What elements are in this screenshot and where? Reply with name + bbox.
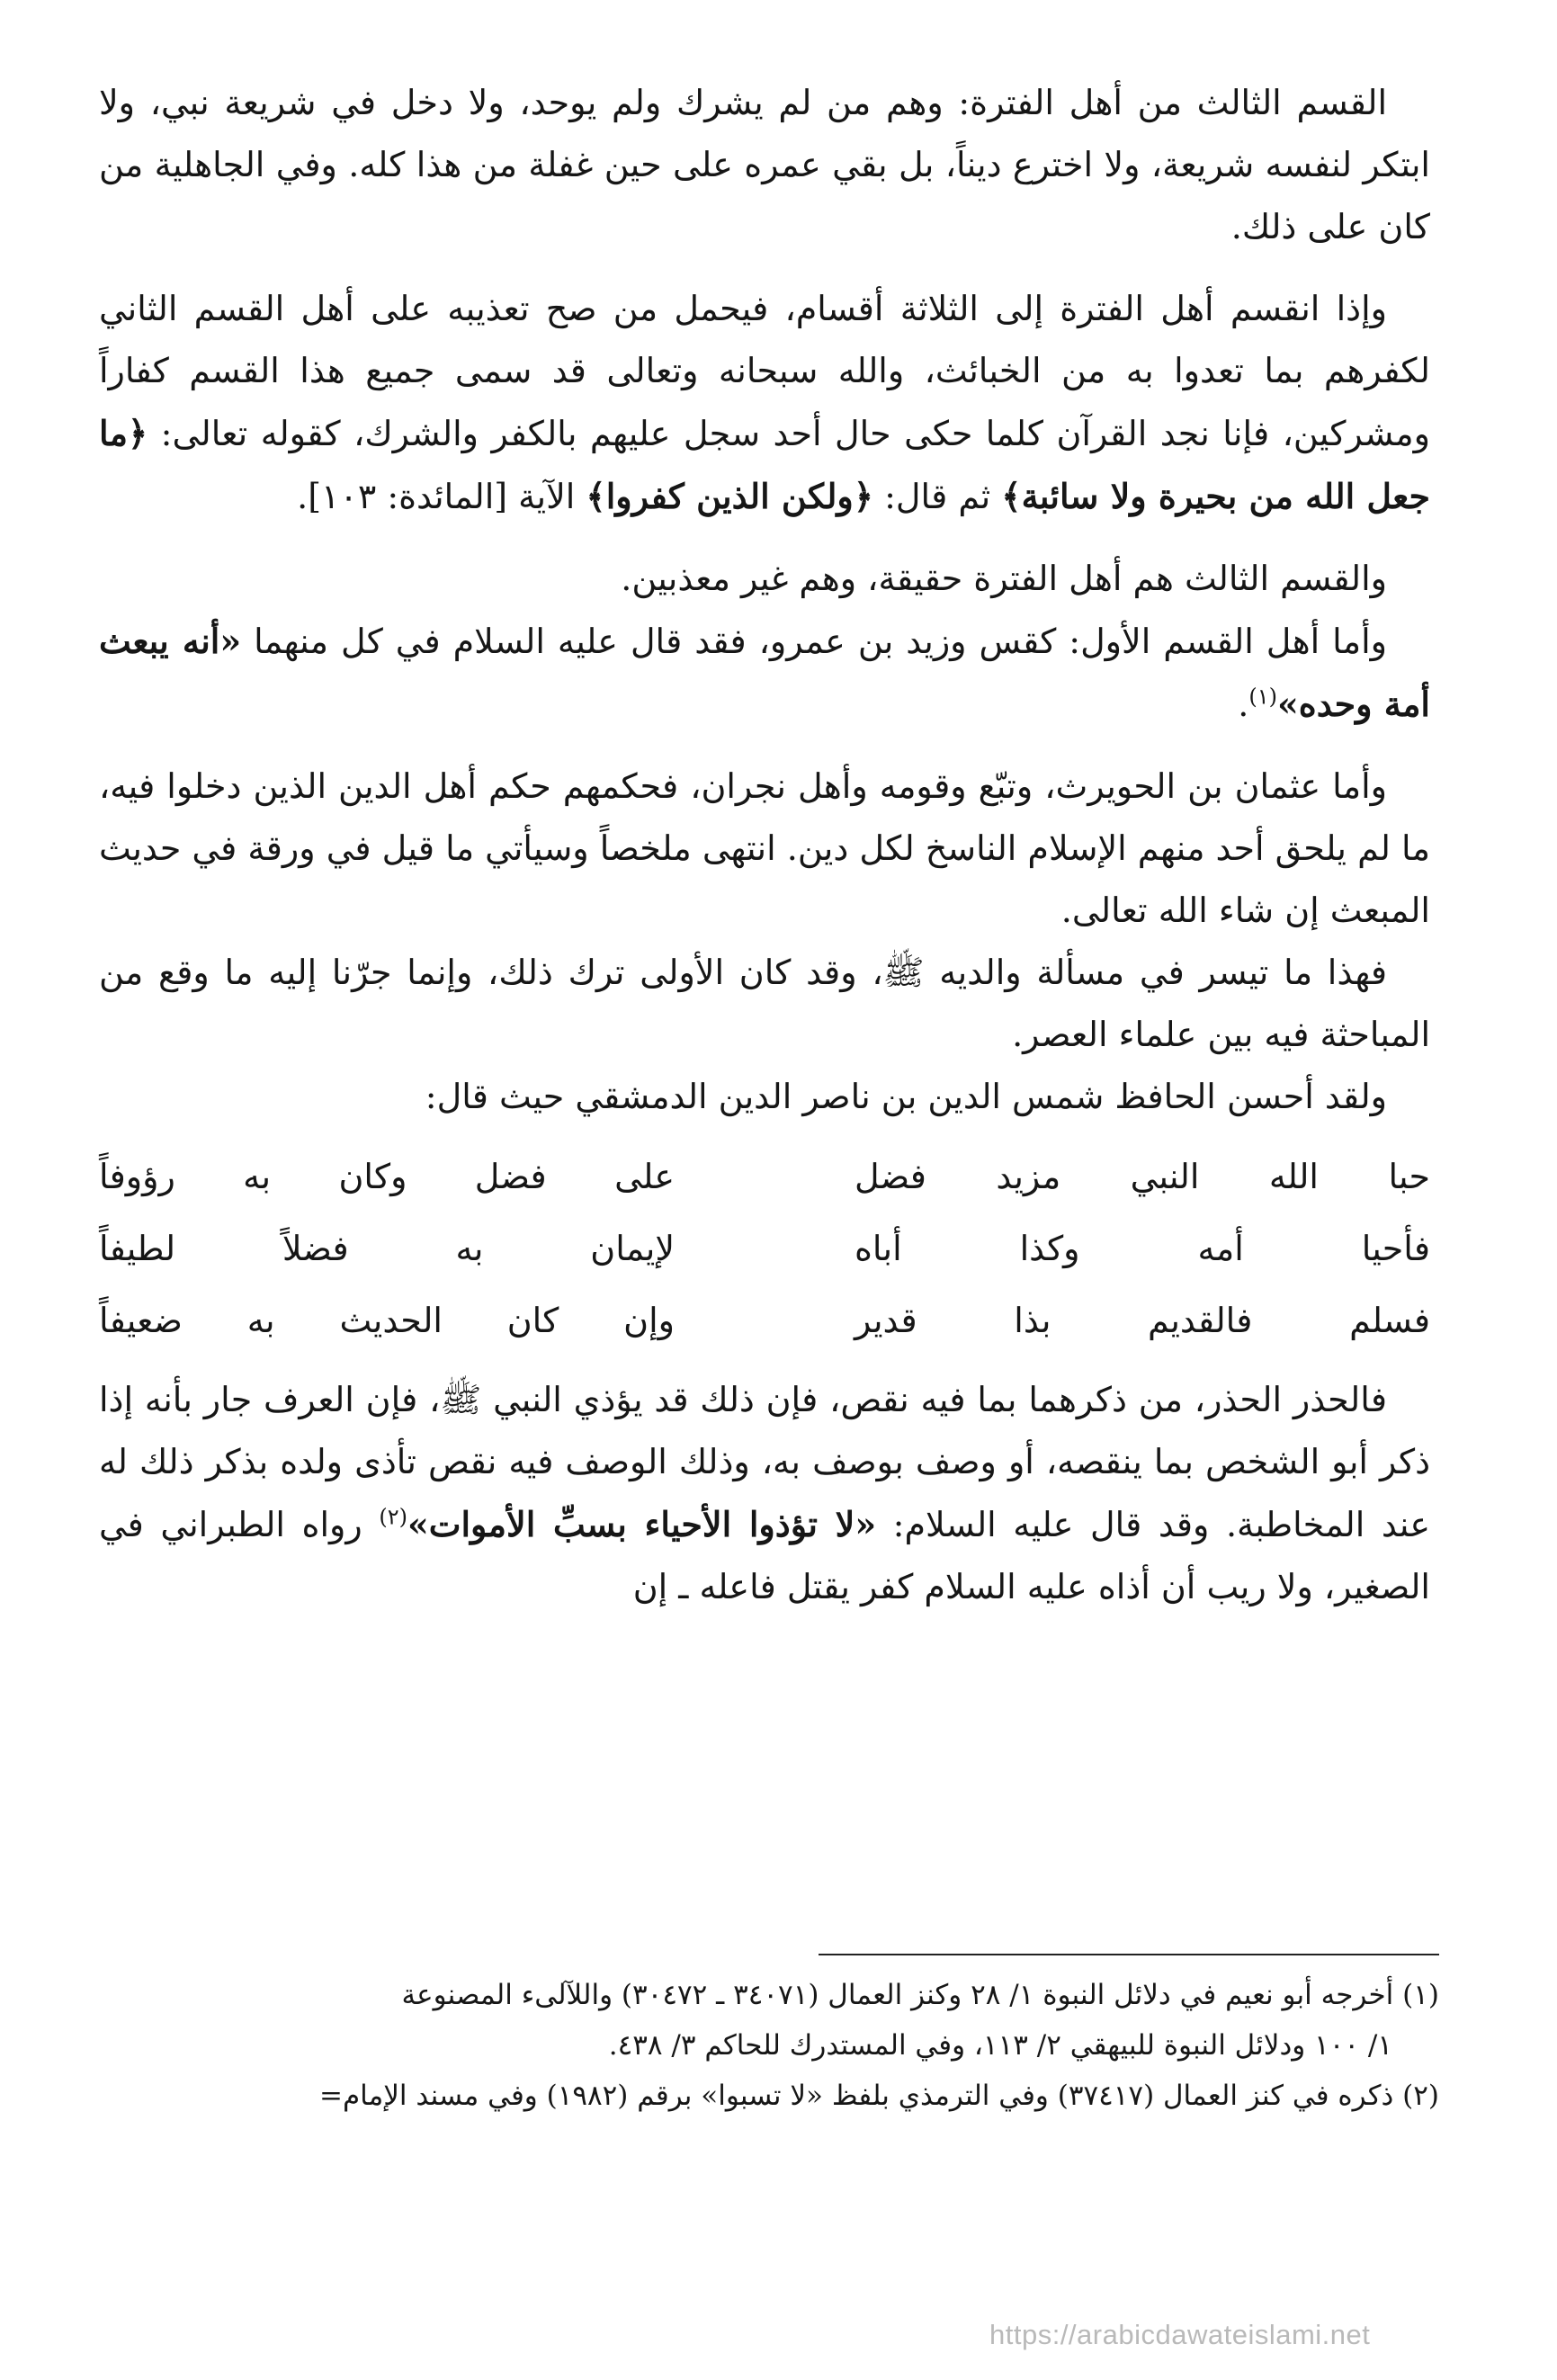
- verse-second-hemistich: على فضل وكان به رؤوفاً: [99, 1157, 675, 1196]
- verse-first-hemistich: فأحيا أمه وكذا أباه: [855, 1229, 1430, 1268]
- footnote-2: (٢) ذكره في كنز العمال (٣٧٤١٧) وفي الترمذي بلفظ «لا تسبوا» برقم (١٩٨٢) وفي مسند الإمام=: [319, 2080, 1439, 2112]
- hadith-quote: «أنه يبعث أمة وحده»: [99, 621, 1430, 724]
- poem: [99, 1141, 1430, 1356]
- paragraph-text: وإذا انقسم أهل الفترة إلى الثلاثة أقسام، فيحمل من صح تعذيبه على أهل القسم الثاني لكفرهم بما تعدوا به من الخبائث، والله سبحانه وتعالى قد سمى جميع هذا القسم كفاراً ومشركين، فإنا نجد القرآن كلما حكى حال أحد سجل عليهم بالكفر والشرك، كقوله تعالى:: [99, 289, 1430, 453]
- footnote-text: ١/ ١٠٠ ودلائل النبوة للبيهقي ٢/ ١١٣، وفي المستدرك للحاكم ٣/ ٤٣٨.: [608, 2029, 1392, 2062]
- paragraph-text: رواه الطبراني في الصغير، ولا ريب أن أذاه عليه السلام كفر يقتل فاعله ـ إن: [99, 1505, 1430, 1606]
- verse-second-hemistich: لإيمان به فضلاً لطيفاً: [99, 1229, 675, 1268]
- page-body: [99, 72, 1430, 1618]
- footnote-1: [99, 1970, 1439, 2071]
- quran-verse: ﴿ولكن الذين كفروا﴾: [586, 476, 874, 516]
- paragraph-text: وأما أهل القسم الأول: كقس وزيد بن عمرو، فقد قال عليه السلام في كل منهما: [241, 622, 1387, 661]
- paragraph-parents-issue: فهذا ما تيسر في مسألة والديه ﷺ، وقد كان الأولى ترك ذلك، وإنما جرّنا إليه ما وقع من المباحثة فيه بين علماء العصر.: [99, 953, 1430, 1054]
- paragraph-text: الآية [المائدة: ١٠٣].: [297, 477, 586, 516]
- paragraph-first-category: [99, 610, 1430, 736]
- paragraph-poem-intro: ولقد أحسن الحافظ شمس الدين بن ناصر الدين الدمشقي حيث قال:: [425, 1077, 1387, 1116]
- verse-second-hemistich: وإن كان الحديث به ضعيفاً: [99, 1301, 675, 1340]
- footnotes: [99, 1970, 1439, 2121]
- footnote-marker: (١): [1248, 684, 1278, 710]
- quran-verse: ﴿ما جعل الله من بحيرة ولا سائبة﴾: [99, 413, 1430, 516]
- verse-first-hemistich: فسلم فالقديم بذا قدير: [855, 1301, 1430, 1340]
- footnote-separator: [819, 1954, 1439, 1955]
- footnote-text: (١) أخرجه أبو نعيم في دلائل النبوة ١/ ٢٨ وكنز العمال (٣٤٠٧١ ـ ٣٠٤٧٢) واللآلىء المصنوعة: [401, 1979, 1439, 2011]
- poem-verse: [99, 1284, 1430, 1356]
- paragraph-text: فالحذر الحذر، من ذكرهما بما فيه نقص، فإن ذلك قد يؤذي النبي ﷺ، فإن العرف جار بأنه إذا ذكر أبو الشخص بما ينقصه، أو وصف بوصف به، وذلك الوصف فيه نقص تأذى ولده بذكر ذلك له عند المخاطبة. وقد قال عليه السلام:: [99, 1380, 1430, 1544]
- watermark-url: https://arabicdawateislami.net: [989, 2319, 1371, 2350]
- poem-verse: [99, 1212, 1430, 1284]
- paragraph-warning: [99, 1369, 1430, 1618]
- hadith-quote: «لا تؤذوا الأحياء بسبِّ الأموات»: [407, 1504, 877, 1544]
- paragraph-text: .: [1238, 684, 1249, 724]
- verse-first-hemistich: حبا الله النبي مزيد فضل: [855, 1157, 1430, 1196]
- footnote-marker: (٢): [379, 1504, 407, 1530]
- paragraph-uthman: وأما عثمان بن الحويرث، وتبّع وقومه وأهل نجران، فحكمهم حكم أهل الدين الذين دخلوا فيه، ما لم يلحق أحد منهم الإسلام الناسخ لكل دين. انتهى ملخصاً وسيأتي ما قيل في ورقة في حديث المبعث إن شاء الله تعالى.: [99, 766, 1430, 930]
- poem-verse: [99, 1141, 1430, 1212]
- paragraph-three-categories: [99, 278, 1430, 528]
- paragraph-real-fatra: والقسم الثالث هم أهل الفترة حقيقة، وهم غير معذبين.: [621, 559, 1387, 598]
- paragraph-text: ثم قال:: [873, 477, 1002, 516]
- paragraph-third-category: القسم الثالث من أهل الفترة: وهم من لم يشرك ولم يوحد، ولا دخل في شريعة نبي، ولا ابتكر لنفسه شريعة، ولا اخترع ديناً، بل بقي عمره على حين غفلة من هذا كله. وفي الجاهلية من كان على ذلك.: [99, 83, 1430, 246]
